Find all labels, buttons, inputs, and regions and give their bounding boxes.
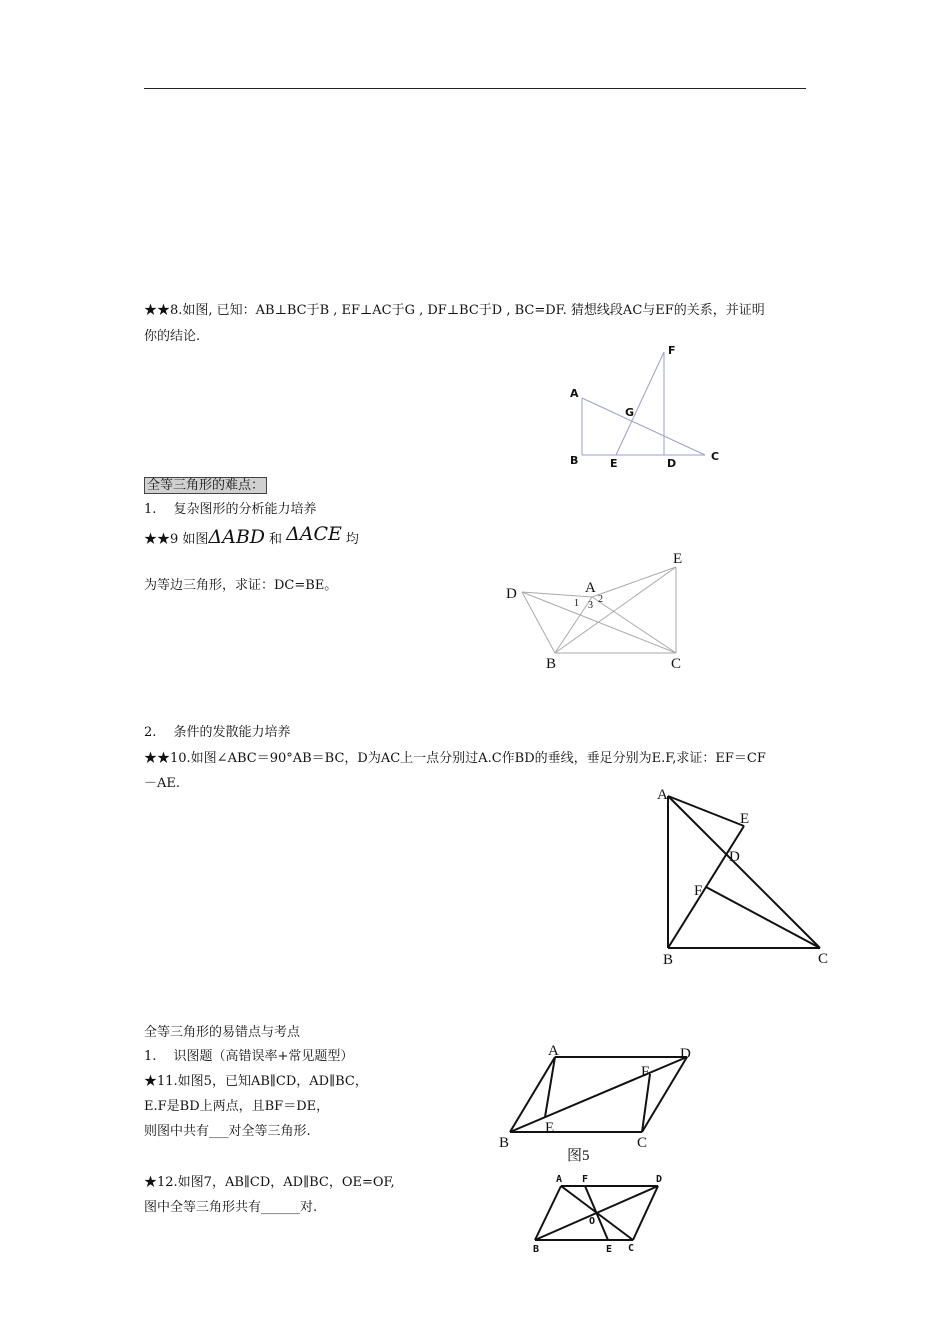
q8-label-a: A [570, 387, 579, 400]
q9-label-b: B [546, 656, 557, 672]
q10-label-d: D [729, 849, 740, 865]
q10-label-c: C [818, 951, 829, 967]
q12-label-e: E [606, 1244, 613, 1255]
q9-line2: 为等边三角形，求证：DC=BE。 [144, 578, 338, 593]
q9-label-e: E [673, 551, 683, 567]
q11-label-a: A [548, 1043, 559, 1059]
q12-label-a: A [556, 1174, 563, 1185]
q9-line1 [144, 524, 359, 553]
q11-line1: ★11.如图5，已知AB∥CD，AD∥BC， [144, 1074, 368, 1089]
q8-line2: 你的结论. [144, 329, 201, 344]
q12-line2: 图中全等三角形共有______对. [144, 1200, 318, 1215]
q8-label-d: D [667, 457, 677, 470]
q11-label-b: B [499, 1135, 510, 1151]
q11-label-d: D [680, 1046, 691, 1062]
q8-label-c: C [711, 450, 720, 463]
section-difficulty-item2: 2. 条件的发散能力培养 [144, 725, 291, 740]
q9-tri2: ΔACE [286, 523, 342, 545]
q10-line1: ★★10.如图∠ABC＝90°AB＝BC，D为AC上一点分别过A.C作BD的垂线，垂足分别为E.F,求证：EF＝CF [144, 751, 766, 766]
q9-label-3: 3 [588, 600, 593, 611]
q11-figure [495, 1042, 705, 1167]
q8-line1: ★★8.如图, 已知：AB⊥BC于B , EF⊥AC于G , DF⊥BC于D , BC=DF. 猜想线段AC与EF的关系，并证明 [144, 303, 765, 318]
q11-line2: E.F是BD上两点，且BF＝DE， [144, 1099, 330, 1114]
q11-label-f: F [641, 1064, 650, 1080]
q9-tri1: ΔABD [208, 526, 266, 548]
section-difficulty-item1: 1. 复杂图形的分析能力培养 [144, 502, 317, 517]
section-errors-item1: 1. 识图题（高错误率+常见题型） [144, 1049, 354, 1064]
q8-label-e: E [610, 457, 618, 470]
q8-label-g: G [625, 406, 635, 419]
q10-figure [650, 782, 840, 972]
q10-label-a: A [657, 787, 668, 803]
section-difficulty-label: 全等三角形的难点： [144, 477, 267, 494]
q12-figure [525, 1168, 675, 1260]
q8-label-f: F [668, 344, 676, 357]
q9-suffix: 均 [345, 532, 359, 547]
q8-figure [560, 340, 740, 480]
q12-line1: ★12.如图7，AB∥CD，AD∥BC，OE=OF, [144, 1175, 395, 1190]
q12-label-f: F [582, 1174, 589, 1185]
header-rule [144, 88, 806, 89]
q10-line2: －AE. [144, 776, 181, 791]
q9-label-1: 1 [574, 598, 579, 609]
q11-label-c: C [637, 1135, 648, 1151]
q9-label-2: 2 [598, 594, 603, 605]
q10-label-f: F [694, 883, 703, 899]
q11-caption: 图5 [567, 1148, 590, 1164]
q12-label-c: C [628, 1243, 635, 1254]
q8-label-b: B [570, 454, 579, 467]
q12-label-d: D [656, 1174, 663, 1185]
q9-prefix: ★★9 如图 [144, 532, 209, 547]
q10-label-b: B [663, 952, 674, 968]
q12-label-b: B [533, 1244, 540, 1255]
q11-line3: 则图中共有___对全等三角形. [144, 1124, 311, 1139]
section-errors-title: 全等三角形的易错点与考点 [144, 1025, 301, 1040]
q9-figure [500, 545, 700, 675]
q9-and: 和 [269, 532, 283, 547]
q9-label-a: A [585, 580, 596, 596]
q9-label-d: D [506, 586, 517, 602]
section-difficulty-title [144, 477, 267, 495]
q12-label-o: O [589, 1216, 596, 1227]
q9-label-c: C [671, 656, 682, 672]
q10-label-e: E [740, 811, 750, 827]
q11-label-e: E [545, 1120, 555, 1136]
